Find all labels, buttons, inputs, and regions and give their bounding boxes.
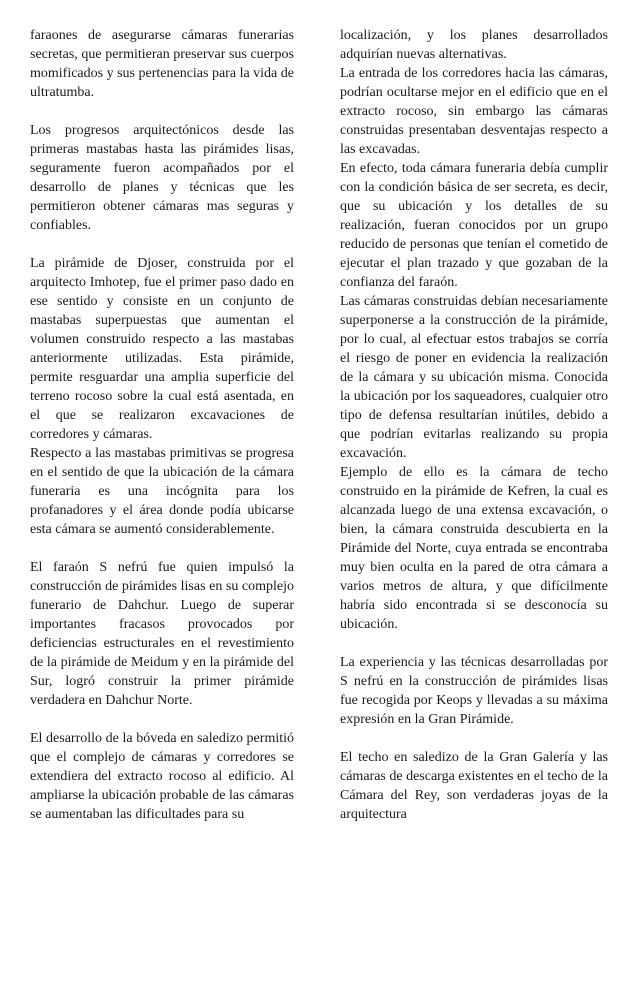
- paragraph: El techo en saledizo de la Gran Galería y las cámaras de descarga existentes en el techo de la Cámara del Rey, son verdaderas joyas de la arquitectura: [340, 750, 608, 822]
- paragraph: El desarrollo de la bóveda en saledizo permitió que el complejo de cámaras y corredores se extendiera del extracto rocoso al edificio. Al ampliarse la ubicación probable de las cámaras se aumentaban las dificultades para su: [30, 731, 294, 822]
- paragraph: La entrada de los corredores hacia las cámaras, podrían ocultarse mejor en el edificio que en el extracto rocoso, sin embargo las cámaras construidas presentaban desventajas respecto a las excavadas.: [340, 66, 608, 157]
- paragraph: localización, y los planes desarrollados adquirían nuevas alternativas.: [340, 28, 608, 62]
- right-text-column: [340, 26, 608, 824]
- paragraph: faraones de asegurarse cámaras funerarias secretas, que permitieran preservar sus cuerpos momificados y sus pertenencias para la vida de ultratumba.: [30, 28, 294, 100]
- paragraph: El faraón S nefrú fue quien impulsó la construcción de pirámides lisas en su complejo funerario de Dahchur. Luego de superar importantes fracasos provocados por deficiencias estructurales en el revestimiento de la pirámide de Meidum y en la pirámide del Sur, logró construir la primer pirámide verdadera en Dahchur Norte.: [30, 560, 294, 708]
- paragraph: Ejemplo de ello es la cámara de techo construido en la pirámide de Kefren, la cual es alcanzada luego de una extensa excavación, o bien, la cámara construida descubierta en la Pirámide del Norte, cuya entrada se encontraba muy bien oculta en la pared de otra cámara a varios metros de altura, y que difícilmente habría sido encontrada si se desconocía su ubicación.: [340, 465, 608, 632]
- paragraph: La experiencia y las técnicas desarrolladas por S nefrú en la construcción de pirámides lisas fue recogida por Keops y llevadas a su máxima expresión en la Gran Pirámide.: [340, 655, 608, 727]
- paragraph: Respecto a las mastabas primitivas se progresa en el sentido de que la ubicación de la cámara funeraria es una incógnita para los profanadores y el área donde podía ubicarse esta cámara se aumentó considerablemente.: [30, 446, 294, 537]
- paragraph: Las cámaras construidas debían necesariamente superponerse a la construcción de la pirámide, por lo cual, al efectuar estos trabajos se corría el riesgo de poner en evidencia la realización de la cámara y su ubicación misma. Conocida la ubicación por los saqueadores, cualquier otro tipo de defensa resultarían inútiles, debido a que podrían evitarlas realizando su propia excavación.: [340, 294, 608, 461]
- left-text-column: [30, 26, 294, 824]
- paragraph: En efecto, toda cámara funeraria debía cumplir con la condición básica de ser secreta, es decir, que su ubicación y los detalles de su realización, fueran conocidos por un grupo reducido de personas que tenían el cometido de ejecutar el plan trazado y que gozaban de la confianza del faraón.: [340, 161, 608, 290]
- paragraph: Los progresos arquitectónicos desde las primeras mastabas hasta las pirámides lisas, seguramente fueron acompañados por el desarrollo de planes y técnicas que les permitieron obtener cámaras mas seguras y confiables.: [30, 123, 294, 233]
- paragraph: La pirámide de Djoser, construida por el arquitecto Imhotep, fue el primer paso dado en ese sentido y consiste en un conjunto de mastabas superpuestas que aumentan el volumen construido respecto a las mastabas anteriormente utilizadas. Esta pirámide, permite resguardar una amplia superficie del terreno rocoso sobre la cual está asentada, en el que se realizaron excavaciones de corredores y cámaras.: [30, 256, 294, 442]
